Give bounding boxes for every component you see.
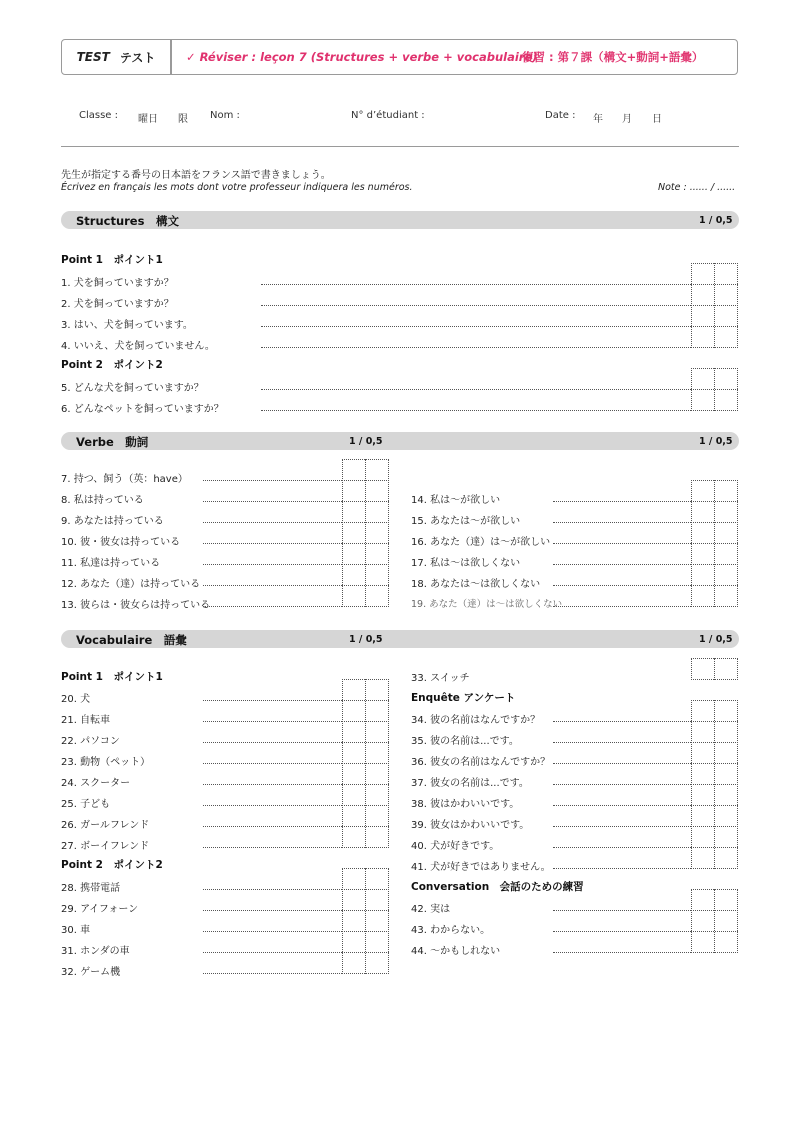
score-grid-row [342, 826, 389, 827]
verbe-item-17: 17. 私は〜は欲しくない [411, 558, 521, 569]
nom-label: Nom : [210, 110, 240, 121]
answer-line[interactable] [203, 805, 342, 806]
answer-line[interactable] [203, 522, 342, 523]
vocab-item-40: 40. 犬が好きです。 [411, 841, 500, 852]
score-verbe-left: 1 / 0,5 [349, 436, 383, 447]
answer-line[interactable] [203, 564, 342, 565]
verbe-item-19: 19. あなた（達）は〜は欲しくない [411, 599, 563, 610]
vocab-item-39: 39. 彼女はかわいいです。 [411, 820, 530, 831]
vocab-item-28: 28. 携帯電話 [61, 883, 121, 894]
score-vocab-left: 1 / 0,5 [349, 634, 383, 645]
point2-structures: Point 2 ポイント2 [61, 359, 163, 371]
classe-label: Classe : [79, 110, 119, 121]
answer-line[interactable] [553, 847, 691, 848]
answer-line[interactable] [203, 700, 342, 701]
score-grid-row [691, 910, 738, 911]
score-grid-row [342, 763, 389, 764]
answer-line[interactable] [553, 501, 691, 502]
verbe-item-16: 16. あなた（達）は〜が欲しい [411, 537, 551, 548]
score-grid-row [342, 501, 389, 502]
score-grid-divider [714, 889, 715, 953]
point2-vocab: Point 2 ポイント2 [61, 859, 163, 871]
section-title-vocabulaire: Vocabulaire 語彙 [76, 633, 187, 647]
score-grid-row [342, 910, 389, 911]
score-grid-row [691, 284, 738, 285]
vocab-item-42: 42. 実は [411, 904, 451, 915]
score-grid-row [342, 543, 389, 544]
vocab-item-43: 43. わからない。 [411, 925, 491, 936]
answer-line[interactable] [553, 564, 691, 565]
score-grid-row [342, 931, 389, 932]
review-title-fr: ✓ Réviser : leçon 7 (Structures + verbe + vocabulaire) [186, 50, 538, 64]
section-bar-verbe [61, 432, 739, 450]
answer-line[interactable] [261, 347, 691, 348]
vocab-item-20: 20. 犬 [61, 694, 91, 705]
point1-vocab: Point 1 ポイント1 [61, 671, 163, 683]
score-grid-row [342, 480, 389, 481]
student-number-label: N° d’étudiant : [351, 110, 425, 121]
score-grid-row [691, 522, 738, 523]
verbe-item-15: 15. あなたは〜が欲しい [411, 516, 521, 527]
answer-line[interactable] [553, 585, 691, 586]
section-title-structures: Structures 構文 [76, 214, 179, 228]
score-grid-row [691, 326, 738, 327]
vocab-item-24: 24. スクーター [61, 778, 131, 789]
month-label: 月 [622, 114, 632, 125]
score-grid-row [691, 763, 738, 764]
test-label-fr: TEST [76, 50, 110, 64]
vocab-item-41: 41. 犬が好きではありません。 [411, 862, 551, 873]
score-grid-row [691, 389, 738, 390]
answer-line[interactable] [203, 973, 342, 974]
score-grid-row [691, 826, 738, 827]
score-grid-row [342, 700, 389, 701]
score-grid-row [342, 952, 389, 953]
structure-item-3: 3. はい、犬を飼っています。 [61, 320, 193, 331]
score-grid-row [342, 564, 389, 565]
structure-item-4: 4. いいえ、犬を飼っていません。 [61, 341, 215, 352]
day-label: 日 [652, 114, 662, 125]
score-grid-row [342, 585, 389, 586]
answer-line[interactable] [553, 805, 691, 806]
conversation-heading: Conversation 会話のための練習 [411, 881, 584, 893]
vocab-item-37: 37. 彼女の名前は...です。 [411, 778, 529, 789]
enquete-heading: Enquête アンケート [411, 692, 516, 704]
score-grid-row [342, 805, 389, 806]
answer-line[interactable] [203, 721, 342, 722]
vocab-item-44: 44. 〜かもしれない [411, 946, 501, 957]
point1-structures: Point 1 ポイント1 [61, 254, 163, 266]
answer-line[interactable] [553, 763, 691, 764]
vocab-item-33: 33. スイッチ [411, 673, 470, 684]
score-structures: 1 / 0,5 [699, 215, 733, 226]
answer-line[interactable] [203, 826, 342, 827]
answer-line[interactable] [203, 910, 342, 911]
vocab-item-29: 29. アイフォーン [61, 904, 139, 915]
structure-item-1: 1. 犬を飼っていますか？ [61, 278, 174, 289]
answer-line[interactable] [203, 480, 342, 481]
instruction-jp: 先生が指定する番号の日本語をフランス語で書きましょう。 [61, 170, 331, 181]
gen-label: 限 [178, 114, 188, 125]
answer-line[interactable] [261, 389, 691, 390]
answer-line[interactable] [553, 543, 691, 544]
vocab-item-22: 22. パソコン [61, 736, 120, 747]
year-label: 年 [593, 114, 603, 125]
score-grid-row [691, 742, 738, 743]
header-rule [61, 146, 739, 147]
answer-line[interactable] [203, 742, 342, 743]
test-label [62, 39, 170, 75]
score-grid-divider [714, 658, 715, 680]
answer-line[interactable] [553, 952, 691, 953]
answer-line[interactable] [203, 931, 342, 932]
score-grid-row [342, 721, 389, 722]
answer-line[interactable] [261, 410, 691, 411]
score-grid-row [691, 805, 738, 806]
score-grid-row [691, 721, 738, 722]
score-vocab-right: 1 / 0,5 [699, 634, 733, 645]
date-label: Date : [545, 110, 576, 121]
score-grid-row [342, 522, 389, 523]
answer-line[interactable] [203, 763, 342, 764]
answer-line[interactable] [553, 910, 691, 911]
vocab-item-30: 30. 車 [61, 925, 91, 936]
answer-line[interactable] [203, 889, 342, 890]
verbe-item-18: 18. あなたは〜は欲しくない [411, 579, 541, 590]
verbe-item-10: 10. 彼・彼女は持っている [61, 537, 181, 548]
verbe-item-7: 7. 持つ、飼う（英：have） [61, 474, 188, 485]
verbe-item-12: 12. あなた（達）は持っている [61, 579, 201, 590]
answer-line[interactable] [203, 847, 342, 848]
score-verbe-right: 1 / 0,5 [699, 436, 733, 447]
answer-line[interactable] [553, 522, 691, 523]
score-grid-row [691, 847, 738, 848]
answer-line[interactable] [261, 284, 691, 285]
verbe-item-14: 14. 私は〜が欲しい [411, 495, 501, 506]
answer-line[interactable] [203, 784, 342, 785]
answer-line[interactable] [553, 721, 691, 722]
answer-line[interactable] [553, 606, 691, 607]
answer-line[interactable] [203, 543, 342, 544]
instruction-fr: Écrivez en français les mots dont votre professeur indiquera les numéros. [61, 182, 413, 193]
vocab-item-34: 34. 彼の名前はなんですか？ [411, 715, 541, 726]
youbi-label: 曜日 [138, 114, 158, 125]
vocab-item-36: 36. 彼女の名前はなんですか？ [411, 757, 551, 768]
verbe-item-13: 13. 彼らは・彼女らは持っている [61, 600, 211, 611]
answer-line[interactable] [553, 826, 691, 827]
vocab-item-35: 35. 彼の名前は...です。 [411, 736, 519, 747]
vocab-item-32: 32. ゲーム機 [61, 967, 121, 978]
answer-line[interactable] [553, 868, 691, 869]
score-grid-row [691, 931, 738, 932]
score-grid-row [342, 889, 389, 890]
answer-line[interactable] [203, 606, 342, 607]
vocab-item-31: 31. ホンダの車 [61, 946, 130, 957]
score-grid-row [691, 585, 738, 586]
review-title-jp: 復習 : 第７課（構文+動詞+語彙） [522, 50, 704, 64]
score-grid-row [691, 543, 738, 544]
score-grid-row [342, 784, 389, 785]
vocab-item-38: 38. 彼はかわいいです。 [411, 799, 520, 810]
structure-item-6: 6. どんなペットを飼っていますか？ [61, 404, 224, 415]
score-grid-row [691, 564, 738, 565]
verbe-item-8: 8. 私は持っている [61, 495, 144, 506]
structure-item-5: 5. どんな犬を飼っていますか？ [61, 383, 204, 394]
vocab-item-25: 25. 子ども [61, 799, 111, 810]
answer-line[interactable] [261, 305, 691, 306]
score-grid-row [691, 501, 738, 502]
section-title-verbe: Verbe 動詞 [76, 435, 149, 449]
verbe-item-11: 11. 私達は持っている [61, 558, 161, 569]
structure-item-2: 2. 犬を飼っていますか？ [61, 299, 174, 310]
answer-line[interactable] [553, 742, 691, 743]
vocab-item-23: 23. 動物（ペット） [61, 757, 151, 768]
vocab-item-21: 21. 自転車 [61, 715, 111, 726]
header-divider [170, 39, 172, 75]
score-grid-row [342, 742, 389, 743]
note-field: Note : ...... / ...... [658, 182, 736, 193]
verbe-item-9: 9. あなたは持っている [61, 516, 164, 527]
test-label-jp: テスト [119, 50, 156, 65]
answer-line[interactable] [203, 952, 342, 953]
vocab-item-27: 27. ボーイフレンド [61, 841, 150, 852]
answer-line[interactable] [203, 585, 342, 586]
answer-line[interactable] [261, 326, 691, 327]
vocab-item-26: 26. ガールフレンド [61, 820, 150, 831]
score-grid-row [691, 305, 738, 306]
score-grid-divider [365, 868, 366, 974]
answer-line[interactable] [553, 931, 691, 932]
score-grid-row [691, 784, 738, 785]
answer-line[interactable] [203, 501, 342, 502]
answer-line[interactable] [553, 784, 691, 785]
